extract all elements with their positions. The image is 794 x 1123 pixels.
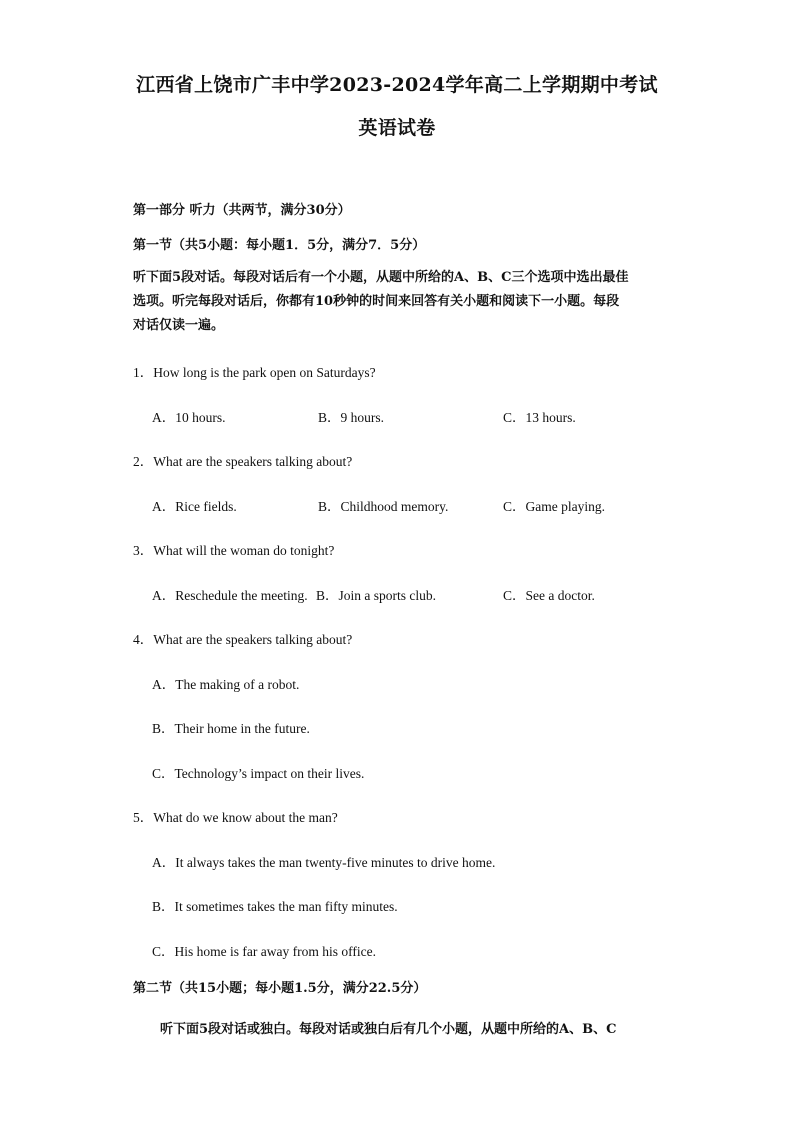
question-2-stem: 2．What are the speakers talking about?	[133, 454, 353, 469]
instruction-line: 听下面5段对话。每段对话后有一个小题，从题中所给的A、B、C三个选项中选出最佳	[133, 270, 629, 285]
question-3-option-b: B．Join a sports club.	[316, 588, 436, 603]
section2-heading: 第二节（共15小题；每小题1.5分，满分22.5分）	[133, 981, 427, 996]
question-1-option-c: C．13 hours.	[503, 410, 576, 425]
question-5-option-a: A．It always takes the man twenty-five minutes to drive home.	[152, 855, 496, 870]
question-2-option-a: A．Rice fields.	[152, 499, 237, 514]
question-5-stem: 5．What do we know about the man?	[133, 810, 338, 825]
question-3-stem: 3．What will the woman do tonight?	[133, 543, 335, 558]
question-3-option-c: C．See a doctor.	[503, 588, 595, 603]
section1-instructions	[133, 266, 665, 338]
instruction-line: 对话仅读一遍。	[133, 318, 225, 333]
question-4-option-b: B．Their home in the future.	[152, 721, 310, 736]
question-4-option-a: A．The making of a robot.	[152, 677, 300, 692]
question-1-stem: 1．How long is the park open on Saturdays?	[133, 365, 376, 380]
question-1-option-a: A．10 hours.	[152, 410, 226, 425]
section2-instructions: 听下面5段对话或独白。每段对话或独白后有几个小题，从题中所给的A、B、C	[160, 1022, 617, 1037]
question-2-option-c: C．Game playing.	[503, 499, 605, 514]
page-title: 江西省上饶市广丰中学2023-2024学年高二上学期期中考试	[136, 74, 658, 96]
question-4-option-c: C．Technology’s impact on their lives.	[152, 766, 365, 781]
page-subtitle: 英语试卷	[358, 117, 436, 139]
question-1-option-b: B．9 hours.	[318, 410, 385, 425]
question-2-option-b: B．Childhood memory.	[318, 499, 449, 514]
question-5-option-c: C．His home is far away from his office.	[152, 944, 376, 959]
instruction-line: 选项。听完每段对话后，你都有10秒钟的时间来回答有关小题和阅读下一小题。每段	[133, 294, 620, 309]
question-4-stem: 4．What are the speakers talking about?	[133, 632, 353, 647]
question-3-option-a: A．Reschedule the meeting.	[152, 588, 308, 603]
question-5-option-b: B．It sometimes takes the man fifty minutes.	[152, 899, 398, 914]
section1-heading: 第一节（共5小题：每小题1．5分，满分7．5分）	[133, 238, 426, 253]
part1-heading: 第一部分 听力（共两节，满分30分）	[133, 203, 351, 218]
